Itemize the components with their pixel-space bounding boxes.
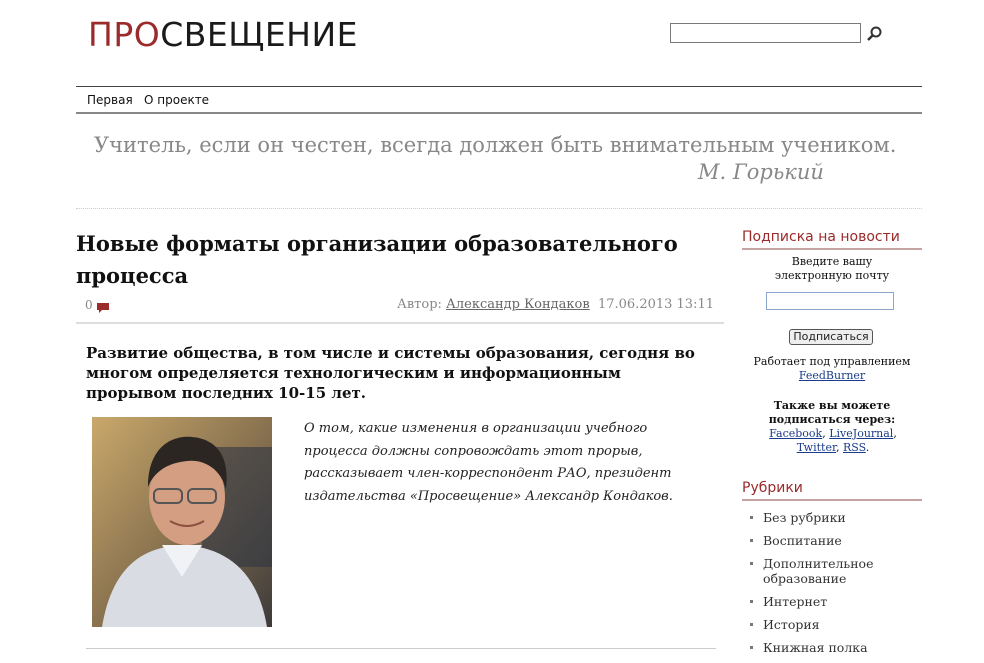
article-intro: О том, какие изменения в организации учебного процесса должны сопровождать этот прорыв, рассказывает член-корреспондент РАО, президент издательства «Просвещение» Александр Кондаков. — [304, 421, 673, 504]
article-title[interactable]: Новые форматы организации образовательного процесса — [76, 231, 678, 288]
divider — [76, 208, 922, 209]
article-lead: Развитие общества, в том числе и системы образования, сегодня во многом определяется технологическим и информационным прорывом последних 10-15 лет. — [86, 344, 695, 402]
search-icon[interactable] — [866, 25, 884, 43]
author-prefix: Автор: — [397, 297, 442, 312]
article-meta — [397, 297, 714, 312]
comment-icon[interactable] — [96, 299, 110, 318]
facebook-link[interactable]: Facebook — [769, 427, 823, 440]
logo-part2: СВЕЩЕНИЕ — [160, 15, 359, 54]
logo-part1: ПРО — [88, 15, 161, 54]
category-item[interactable]: Воспитание — [750, 533, 922, 548]
powered-by-text: Работает под управлением — [753, 355, 911, 368]
also-subscribe-heading: Также вы можете подписаться через: — [768, 399, 896, 426]
quote-author: М. Горький — [698, 160, 824, 184]
divider — [86, 648, 716, 649]
category-item[interactable]: Дополнительное образование — [750, 556, 922, 586]
search-input[interactable] — [670, 23, 861, 43]
nav-item-about[interactable]: О проекте — [144, 93, 210, 107]
site-logo[interactable] — [88, 16, 358, 54]
rss-link[interactable]: RSS — [843, 441, 866, 454]
subscribe-prompt: Введите вашу электронную почту — [774, 255, 890, 282]
subscribe-button[interactable]: Подписаться — [789, 329, 873, 345]
category-item[interactable]: Без рубрики — [750, 510, 922, 525]
category-item[interactable]: Интернет — [750, 594, 922, 609]
twitter-link[interactable]: Twitter — [796, 441, 836, 454]
main-nav — [76, 86, 922, 114]
powered-by — [742, 355, 922, 383]
divider — [76, 322, 724, 324]
categories-list — [750, 510, 922, 663]
subscribe-heading: Подписка на новости — [742, 229, 922, 250]
subscribe-links: Facebook, LiveJournal, Twitter, RSS. — [769, 427, 897, 454]
author-link[interactable]: Александр Кондаков — [446, 297, 590, 312]
email-field[interactable] — [766, 292, 894, 310]
categories-heading: Рубрики — [742, 480, 922, 501]
quote-text: Учитель, если он честен, всегда должен быть внимательным учеником. — [94, 133, 897, 157]
comment-count[interactable]: 0 — [85, 298, 93, 312]
category-item[interactable]: История — [750, 617, 922, 632]
author-photo — [92, 417, 272, 627]
livejournal-link[interactable]: LiveJournal — [829, 427, 894, 440]
feedburner-link[interactable]: FeedBurner — [798, 369, 866, 382]
article-date: 17.06.2013 13:11 — [597, 297, 714, 312]
nav-item-home[interactable]: Первая — [87, 93, 133, 107]
category-item[interactable]: Книжная полка — [750, 640, 922, 655]
